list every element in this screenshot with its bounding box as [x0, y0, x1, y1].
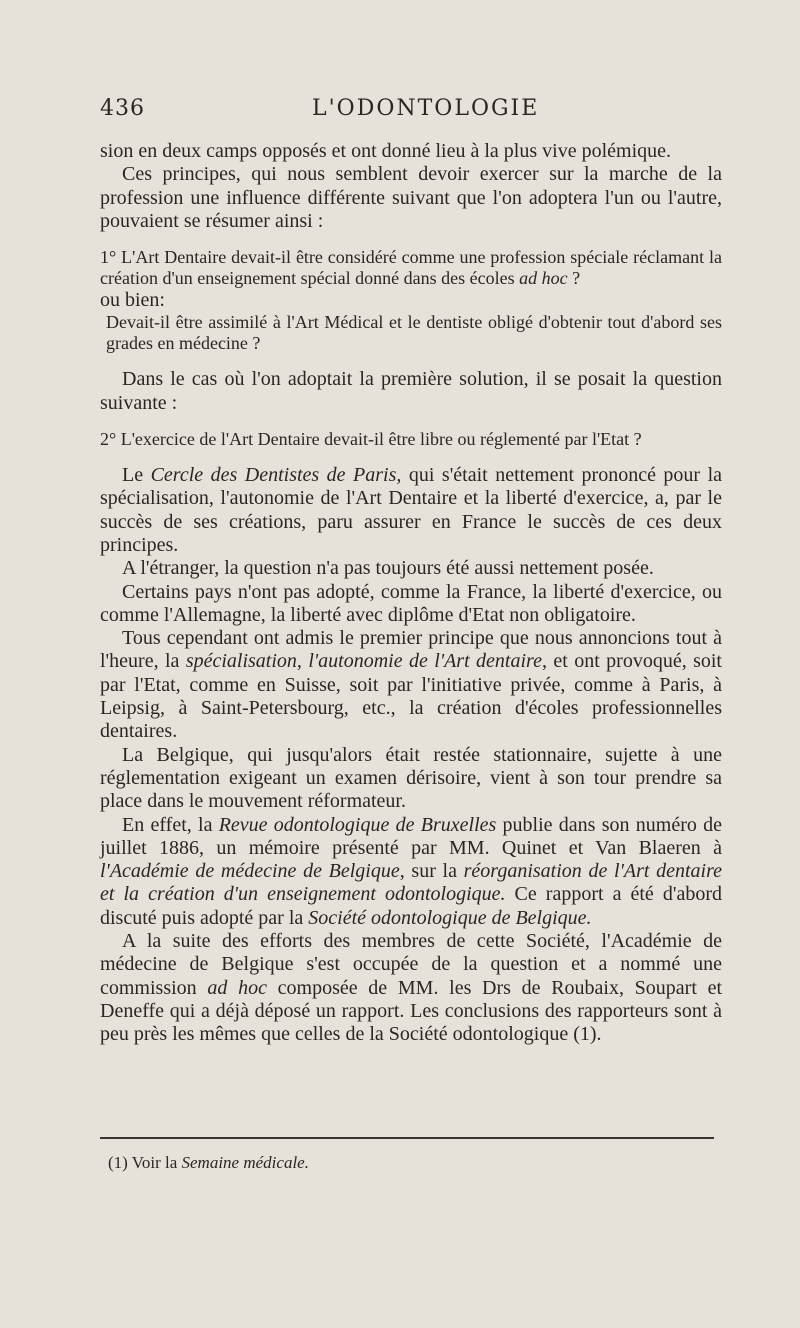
running-title: L'ODONTOLOGIE	[312, 96, 540, 121]
paragraph: Certains pays n'ont pas adopté, comme la France, la liberté d'exercice, ou comme l'Allemagne, la liberté avec diplôme d'Etat non obligatoire.	[100, 580, 722, 626]
paragraph: A la suite des efforts des membres de cette Société, l'Académie de médecine de Belgique s'est occupée de la question et a nommé une commission ad hoc composée de MM. les Drs de Roubaix, Soupart et Deneffe qui a déjà déposé un rapport. Les conclusions des rapporteurs sont à peu près les mêmes que celles de la Société odontologique (1).	[100, 930, 722, 1046]
body-text	[100, 140, 722, 1047]
paragraph: Ces principes, qui nous semblent devoir exercer sur la marche de la profession une influence différente suivant que l'on adoptera l'un ou l'autre, pouvaient se résumer ainsi :	[100, 163, 722, 232]
footnote-divider	[100, 1137, 714, 1139]
page-number: 436	[100, 96, 145, 121]
paragraph: sion en deux camps opposés et ont donné lieu à la plus vive polémique.	[100, 140, 671, 162]
question-one: 1° L'Art Dentaire devait-il être considéré comme une profession spéciale réclamant la création d'un enseignement spécial donné dans des écoles ad hoc ?	[100, 247, 722, 289]
question-two: 2° L'exercice de l'Art Dentaire devait-il être libre ou réglementé par l'Etat ?	[100, 429, 642, 450]
paragraph: Tous cependant ont admis le premier principe que nous annoncions tout à l'heure, la spécialisation, l'autonomie de l'Art dentaire, et ont provoqué, soit par l'Etat, comme en Suisse, soit par l'initiative privée, comme à Paris, à Leipsig, à Saint-Petersbourg, etc., la création d'écoles professionnelles dentaires.	[100, 627, 722, 743]
paragraph: Dans le cas où l'on adoptait la première solution, il se posait la question suivante :	[100, 368, 722, 414]
footnote: (1) Voir la Semaine médicale.	[108, 1153, 309, 1172]
paragraph: A l'étranger, la question n'a pas toujours été aussi nettement posée.	[122, 557, 654, 580]
paragraph: En effet, la Revue odontologique de Bruxelles publie dans son numéro de juillet 1886, un mémoire présenté par MM. Quinet et Van Blaeren à l'Académie de médecine de Belgique, sur la réorganisation de l'Art dentaire et la création d'un enseignement odontologique. Ce rapport a été d'abord discuté puis adopté par la Société odontologique de Belgique.	[100, 813, 723, 929]
paragraph: ou bien:	[100, 289, 165, 312]
paragraph: Le Cercle des Dentistes de Paris, qui s'était nettement prononcé pour la spécialisation, l'autonomie de l'Art Dentaire et la liberté d'exercice, a, par le succès de ses créations, paru assurer en France le succès de ces deux principes.	[100, 464, 723, 556]
paragraph: La Belgique, qui jusqu'alors était restée stationnaire, sujette à une réglementation exigeant un examen dérisoire, vient à son tour prendre sa place dans le mouvement réformateur.	[100, 743, 722, 813]
page-header	[100, 96, 720, 128]
question-one-alt: Devait-il être assimilé à l'Art Médical et le dentiste obligé d'obtenir tout d'abord ses grades en médecine ?	[106, 312, 722, 354]
